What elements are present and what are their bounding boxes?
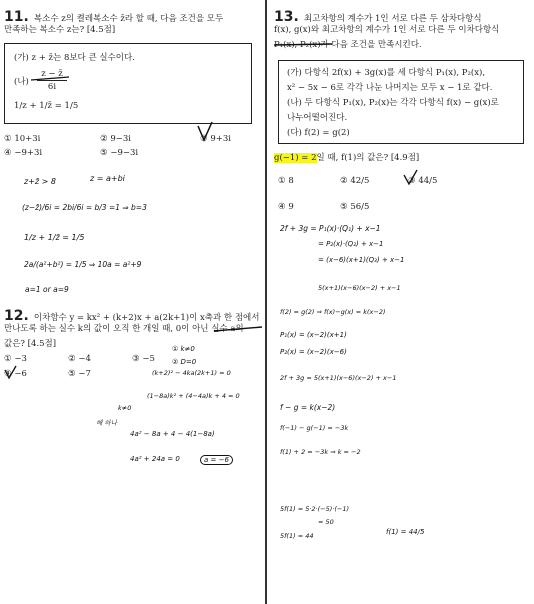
- condition-na-denominator: 6i: [47, 82, 57, 92]
- q13-choice-5[interactable]: ⑤ 56/5: [340, 202, 370, 212]
- highlighted-condition: g(−1) = 2: [274, 153, 317, 163]
- hand-q13-i: f − g = k(x−2): [280, 403, 336, 412]
- question-13-number: 13.: [274, 9, 299, 25]
- hand-q13-b: = P₂(x)·(Q₂) + x−1: [318, 240, 384, 248]
- q12-choice-1[interactable]: ① −3: [4, 354, 27, 364]
- right-column: [268, 0, 534, 604]
- question-13-text-2: f(x), g(x)와 최고차항의 계수가 1인 서로 다른 두 이차다항식: [274, 25, 500, 35]
- condition-na-numerator: z − z̄: [37, 69, 67, 81]
- condition-na-label: (나): [14, 77, 29, 87]
- question-11-number: 11.: [4, 9, 29, 25]
- strikeout-mark: [31, 74, 71, 86]
- question-12-text-3: 값은? [4.5점]: [4, 339, 57, 349]
- hand-q11-line1: z+z̄ > 8: [24, 177, 56, 186]
- q13-choice-2[interactable]: ② 42/5: [340, 176, 370, 186]
- strikeout-mark-q13: [274, 40, 334, 50]
- hand-q13-d: 5(x+1)(x−6)(x−2) + x−1: [318, 284, 401, 292]
- q13-condition-ga-2: x² − 5x − 6로 각각 나눈 나머지는 모두 x − 1로 같다.: [287, 83, 493, 93]
- q13-choice-1[interactable]: ① 8: [278, 176, 294, 186]
- q13-condition-da: (다) f(2) = g(2): [287, 128, 350, 138]
- check-mark-q12: [4, 366, 18, 380]
- hand-q12-d: (1−8a)k² + (4−4a)k + 4 = 0: [147, 392, 240, 400]
- column-divider: [265, 0, 267, 604]
- question-13-prompt-rest: 일 때, f(1)의 값은? [4.9점]: [316, 153, 420, 163]
- hand-q12-f: 4a² + 24a = 0: [130, 455, 180, 463]
- q12-choice-5[interactable]: ⑤ −7: [68, 369, 91, 379]
- hand-q12-c: (k+2)² − 4ka(2k+1) = 0: [152, 369, 231, 377]
- hand-q13-f: P₁(x) = (x−2)(x+1): [280, 331, 347, 339]
- hand-q13-m: f(1) = 44/5: [386, 528, 425, 536]
- hand-q12-b: ② D=0: [172, 358, 197, 366]
- q12-choice-3[interactable]: ③ −5: [132, 354, 155, 364]
- hand-q11-line1b: z = a+bi: [90, 174, 125, 183]
- condition-ga: (가) z + z̄는 8보다 큰 실수이다.: [14, 53, 135, 63]
- hand-q13-k: f(1) + 2 = −3k ⇒ k = −2: [280, 448, 361, 456]
- question-12-number: 12.: [4, 308, 29, 324]
- question-11-text-2: 만족하는 복소수 z는? [4.5점]: [4, 25, 116, 35]
- hand-q13-l: 5f(1) = 5·2·(−5)·(−1): [280, 505, 349, 513]
- hand-q12-a: ① k≠0: [172, 345, 195, 353]
- q13-condition-na-1: (나) 두 다항식 P₁(x), P₂(x)는 각각 다항식 f(x) − g(x)로: [287, 98, 499, 108]
- check-mark-q11: [196, 122, 216, 144]
- strikeout-mark-q12: [214, 325, 264, 335]
- hand-q13-c: = (x−6)(x+1)(Q₃) + x−1: [318, 256, 405, 264]
- q11-choice-1[interactable]: ① 10+3i: [4, 134, 41, 144]
- q12-choice-2[interactable]: ② −4: [68, 354, 91, 364]
- question-13-conditions-box: [278, 60, 524, 144]
- q11-choice-2[interactable]: ② 9−3i: [100, 134, 131, 144]
- q13-condition-na-2: 나누어떨어진다.: [287, 113, 348, 123]
- question-11-conditions-box: [4, 43, 252, 124]
- hand-q12-h: k≠0: [118, 404, 132, 412]
- question-13-text-3: P₁(x), P₂(x)가 다음 조건을 만족시킨다.: [274, 40, 422, 50]
- question-13-text-1: 최고차항의 계수가 1인 서로 다른 두 삼차다항식: [303, 14, 482, 24]
- q13-choice-4[interactable]: ④ 9: [278, 202, 294, 212]
- check-mark-q13: [403, 170, 419, 186]
- hand-q11-line3: 1/z + 1/z̄ = 1/5: [24, 233, 85, 242]
- q11-choice-3[interactable]: ③ 9+3i: [200, 134, 231, 144]
- q13-choice-3[interactable]: ③ 44/5: [408, 176, 438, 186]
- q13-condition-ga-1: (가) 다항식 2f(x) + 3g(x)를 세 다항식 P₁(x), P₂(x),: [287, 68, 486, 78]
- left-column: [0, 0, 265, 604]
- hand-q13-j: f(−1) − g(−1) = −3k: [280, 424, 349, 432]
- hand-q13-n: = 50: [318, 518, 334, 526]
- question-12-text-2: 만나도록 하는 실수 k의 값이 오직 한 개일 때, 0이 아닌 실수 a의: [4, 324, 244, 334]
- hand-q11-line2: (z−z̄)/6i = 2bi/6i = b/3 =1 ⇒ b=3: [22, 203, 147, 212]
- hand-q11-line4: 2a/(a²+b²) = 1/5 ⇒ 10a = a²+9: [24, 260, 142, 269]
- question-11-text-1: 복소수 z의 켤레복소수 z̄라 할 때, 다음 조건을 모두: [33, 14, 224, 24]
- hand-q13-e: f(2) = g(2) ⇒ f(x)−g(x) = k(x−2): [280, 308, 386, 316]
- hand-q12-answer: a = −6: [200, 455, 233, 465]
- question-12-text-1: 이차함수 y = kx² + (k+2)x + a(2k+1)이 x축과 한 점에서: [33, 313, 260, 323]
- hand-q13-h: 2f + 3g = 5(x+1)(x−6)(x−2) + x−1: [280, 374, 397, 382]
- hand-q12-i: 해 하나: [96, 419, 117, 427]
- hand-q13-o: 5f(1) = 44: [280, 532, 314, 540]
- hand-q13-g: P₂(x) = (x−2)(x−6): [280, 348, 347, 356]
- question-13-prompt: [274, 151, 419, 165]
- hand-q11-line5: a=1 or a=9: [25, 285, 69, 294]
- hand-q13-a: 2f + 3g = P₁(x)·(Q₁) + x−1: [280, 224, 381, 233]
- condition-da: 1/z + 1/z̄ = 1/5: [14, 101, 79, 111]
- q11-choice-4[interactable]: ④ −9+3i: [4, 148, 43, 158]
- q12-choice-4[interactable]: ④ −6: [4, 369, 27, 379]
- hand-q12-e: 4a² − 8a + 4 − 4(1−8a): [130, 430, 215, 438]
- q11-choice-5[interactable]: ⑤ −9−3i: [100, 148, 139, 158]
